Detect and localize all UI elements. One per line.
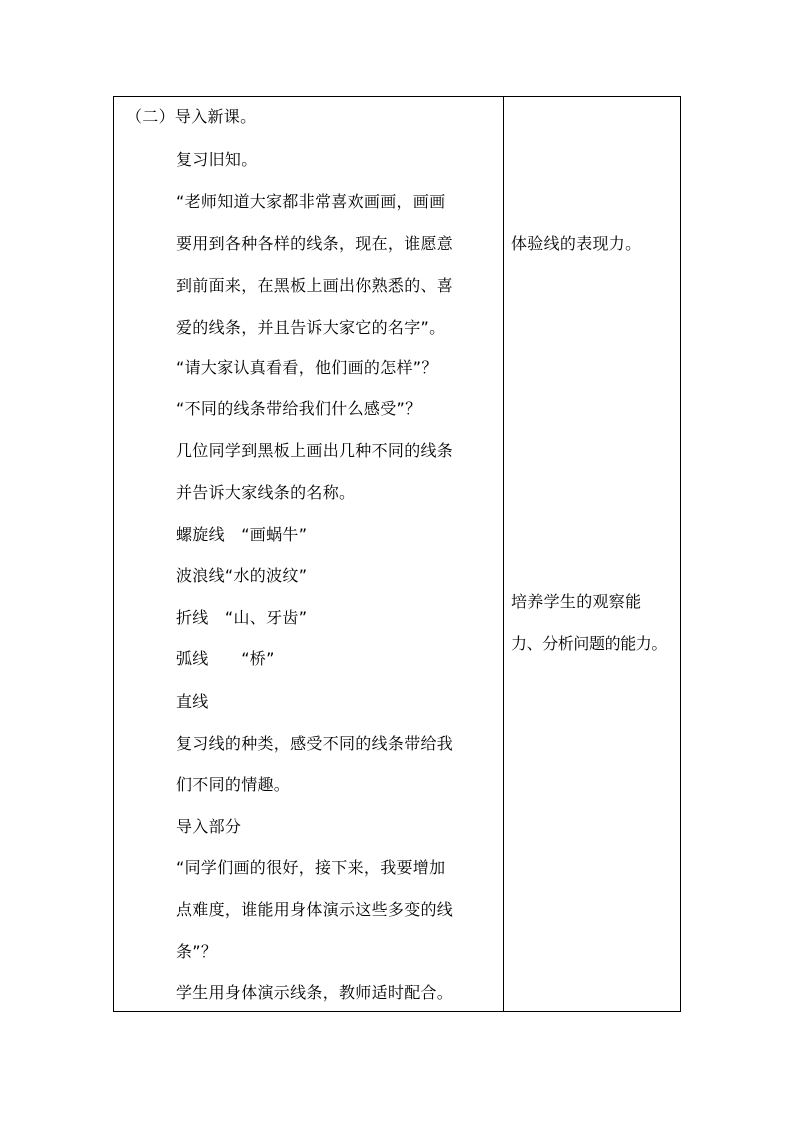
content-line: 要用到各种各样的线条，现在，谁愿意 [176,234,454,253]
content-line: 几位同学到黑板上画出几种不同的线条 [176,441,454,460]
content-line: 复习线的种类，感受不同的线条带给我 [176,734,454,753]
content-line: 并告诉大家线条的名称。 [176,483,356,502]
content-line: 条”？ [176,942,218,961]
section-heading: （二）导入新课。 [126,107,257,126]
content-line: “同学们画的很好，接下来，我要增加 [176,858,446,877]
content-line: 螺旋线 “画蜗牛” [176,525,308,544]
content-line: 弧线 “桥” [176,649,275,668]
content-line: 点难度，谁能用身体演示这些多变的线 [176,900,454,919]
objective-line: 力、分析问题的能力。 [511,634,668,653]
content-line: 爱的线条，并且告诉大家它的名字”。 [176,318,446,337]
content-line: “老师知道大家都非常喜欢画画，画画 [176,192,446,211]
content-line: “请大家认真看看，他们画的怎样”？ [176,358,438,377]
content-line: 直线 [176,692,209,711]
content-line: 复习旧知。 [176,150,258,169]
column-divider [503,97,504,1011]
content-line: 波浪线“水的波纹” [176,566,308,585]
content-line: 学生用身体演示线条，教师适时配合。 [176,983,454,1002]
content-line: “不同的线条带给我们什么感受”？ [176,399,422,418]
objective-line: 培养学生的观察能 [511,592,642,611]
content-line: 到前面来，在黑板上画出你熟悉的、喜 [176,276,454,295]
objective-line: 体验线的表现力。 [511,234,642,253]
lesson-plan-table [113,96,681,1012]
content-line: 导入部分 [176,817,242,836]
content-line: 折线 “山、牙齿” [176,608,308,627]
content-line: 们不同的情趣。 [176,775,291,794]
